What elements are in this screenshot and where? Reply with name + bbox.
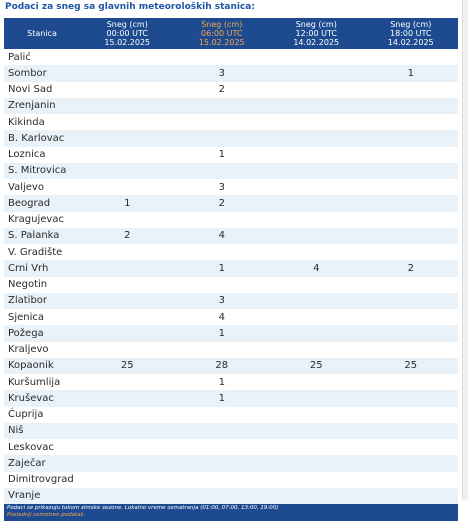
station-name: S. Mitrovica [4,163,80,179]
snow-value-col-2 [175,244,270,260]
snow-value-col-2 [175,439,270,455]
table-row [4,472,458,488]
snow-value-col-3 [269,407,364,423]
snow-value-col-4 [364,423,459,439]
snow-value-col-4: 2 [364,260,459,276]
snow-value-col-4 [364,309,459,325]
snow-value-col-3 [269,472,364,488]
table-row [4,98,458,114]
footer-row [4,504,458,521]
snow-value-col-4 [364,163,459,179]
snow-value-col-1 [80,244,175,260]
table-row [4,260,458,276]
snow-value-col-2: 3 [175,179,270,195]
snow-value-col-3 [269,325,364,341]
snow-value-col-3 [269,390,364,406]
snow-value-col-1 [80,325,175,341]
header-station: Stanica [4,18,80,49]
snow-value-col-3 [269,195,364,211]
snow-value-col-2: 3 [175,65,270,81]
snow-value-col-1 [80,309,175,325]
snow-value-col-3 [269,98,364,114]
station-name: Palić [4,49,80,65]
station-name: Kopaonik [4,358,80,374]
snow-value-col-4 [364,98,459,114]
table-row [4,390,458,406]
snow-value-col-2: 1 [175,374,270,390]
header-col-2-date: 15.02.2025 [198,38,245,47]
station-name: Zrenjanin [4,98,80,114]
snow-value-col-2 [175,488,270,504]
table-row [4,342,458,358]
station-name: Sjenica [4,309,80,325]
snow-value-col-2: 3 [175,293,270,309]
snow-value-col-1 [80,293,175,309]
table-row [4,455,458,471]
snow-value-col-1 [80,342,175,358]
table-row [4,163,458,179]
snow-value-col-4 [364,390,459,406]
table-row [4,228,458,244]
table-row [4,65,458,81]
table-row [4,439,458,455]
snow-value-col-1 [80,439,175,455]
table-row [4,212,458,228]
station-name: Zlatibor [4,293,80,309]
snow-value-col-3 [269,49,364,65]
snow-value-col-3 [269,374,364,390]
station-name: B. Karlovac [4,130,80,146]
snow-value-col-3 [269,212,364,228]
snow-value-col-3: 4 [269,260,364,276]
station-name: Vranje [4,488,80,504]
header-col-4-date: 14.02.2025 [387,38,434,47]
table-footer [4,504,458,521]
snow-value-col-3 [269,309,364,325]
footer-cell [4,504,458,521]
snow-value-col-4 [364,130,459,146]
snow-value-col-3 [269,293,364,309]
snow-value-col-2: 1 [175,147,270,163]
header-col-2-time: 06:00 UTC [201,29,243,38]
snow-value-col-3 [269,423,364,439]
header-col-3-time: 12:00 UTC [295,29,337,38]
header-col-4-time: 18:00 UTC [390,29,432,38]
snow-value-col-1 [80,179,175,195]
snow-value-col-1 [80,407,175,423]
snow-value-col-2: 4 [175,309,270,325]
header-col-2-label: Sneg (cm) [201,20,243,29]
snow-value-col-1 [80,130,175,146]
snow-value-col-1 [80,374,175,390]
snow-value-col-3 [269,455,364,471]
snow-value-col-2 [175,114,270,130]
snow-value-col-1 [80,277,175,293]
snow-value-col-4 [364,374,459,390]
header-col-3 [269,18,364,49]
station-name: Novi Sad [4,82,80,98]
snow-value-col-4 [364,342,459,358]
snow-value-col-2: 2 [175,82,270,98]
snow-value-col-2: 1 [175,325,270,341]
snow-table [4,18,458,521]
snow-value-col-2 [175,407,270,423]
station-name: Kuršumlija [4,374,80,390]
snow-value-col-3 [269,65,364,81]
snow-value-col-1 [80,147,175,163]
station-name: Ćuprija [4,407,80,423]
station-name: Crni Vrh [4,260,80,276]
snow-value-col-2 [175,423,270,439]
snow-value-col-3: 25 [269,358,364,374]
snow-value-col-2 [175,98,270,114]
snow-value-col-3 [269,114,364,130]
snow-value-col-4 [364,293,459,309]
snow-value-col-2 [175,277,270,293]
snow-value-col-4 [364,472,459,488]
snow-value-col-2: 1 [175,260,270,276]
snow-value-col-4 [364,244,459,260]
table-row [4,374,458,390]
snow-value-col-2 [175,472,270,488]
snow-value-col-4 [364,195,459,211]
snow-value-col-3 [269,163,364,179]
snow-value-col-4 [364,147,459,163]
snow-value-col-1 [80,114,175,130]
station-name: Negotin [4,277,80,293]
station-name: Niš [4,423,80,439]
table-row [4,244,458,260]
snow-value-col-3 [269,179,364,195]
snow-value-col-2 [175,212,270,228]
table-row [4,147,458,163]
table-header [4,18,458,49]
snow-value-col-1 [80,82,175,98]
snow-value-col-4 [364,455,459,471]
station-name: Požega [4,325,80,341]
station-name: Dimitrovgrad [4,472,80,488]
snow-value-col-4 [364,179,459,195]
snow-value-col-2 [175,342,270,358]
header-col-1 [80,18,175,49]
snow-value-col-4 [364,228,459,244]
snow-value-col-4 [364,82,459,98]
snow-value-col-3 [269,439,364,455]
header-col-3-label: Sneg (cm) [295,20,337,29]
snow-value-col-4 [364,212,459,228]
snow-value-col-1 [80,49,175,65]
station-name: S. Palanka [4,228,80,244]
snow-value-col-1 [80,423,175,439]
snow-value-col-2: 28 [175,358,270,374]
page-scrollbar[interactable] [462,0,468,500]
snow-value-col-3 [269,277,364,293]
station-name: Leskovac [4,439,80,455]
station-name: Kikinda [4,114,80,130]
snow-value-col-1: 2 [80,228,175,244]
table-row [4,358,458,374]
header-col-3-date: 14.02.2025 [293,38,340,47]
table-row [4,309,458,325]
table-row [4,277,458,293]
table-row [4,488,458,504]
snow-value-col-4 [364,439,459,455]
table-row [4,114,458,130]
snow-value-col-2: 1 [175,390,270,406]
snow-value-col-4 [364,277,459,293]
snow-value-col-1 [80,455,175,471]
snow-value-col-3 [269,130,364,146]
snow-value-col-4 [364,488,459,504]
table-row [4,325,458,341]
table-row [4,49,458,65]
snow-value-col-1 [80,390,175,406]
snow-value-col-3 [269,244,364,260]
snow-value-col-3 [269,147,364,163]
header-col-1-label: Sneg (cm) [106,20,148,29]
snow-value-col-4 [364,114,459,130]
snow-value-col-1: 25 [80,358,175,374]
snow-value-col-1 [80,163,175,179]
table-row [4,293,458,309]
header-col-2 [175,18,270,49]
snow-value-col-4: 25 [364,358,459,374]
table-row [4,179,458,195]
snow-value-col-3 [269,488,364,504]
table-row [4,195,458,211]
table-row [4,423,458,439]
table-row [4,82,458,98]
table-body [4,49,458,504]
header-col-1-date: 15.02.2025 [104,38,151,47]
snow-value-col-2 [175,455,270,471]
station-name: Zaječar [4,455,80,471]
snow-value-col-2 [175,49,270,65]
station-name: Sombor [4,65,80,81]
snow-value-col-1 [80,472,175,488]
snow-value-col-4 [364,407,459,423]
station-name: Valjevo [4,179,80,195]
snow-value-col-2: 2 [175,195,270,211]
snow-value-col-4 [364,49,459,65]
snow-value-col-2: 4 [175,228,270,244]
header-row [4,18,458,49]
station-name: Kraljevo [4,342,80,358]
header-col-1-time: 00:00 UTC [106,29,148,38]
station-name: Loznica [4,147,80,163]
station-name: V. Gradište [4,244,80,260]
snow-value-col-4: 1 [364,65,459,81]
snow-value-col-1 [80,488,175,504]
snow-value-col-3 [269,228,364,244]
snow-value-col-2 [175,130,270,146]
header-col-4 [364,18,459,49]
snow-value-col-1 [80,260,175,276]
snow-value-col-3 [269,342,364,358]
header-col-4-label: Sneg (cm) [390,20,432,29]
table-row [4,407,458,423]
footer-note: Podaci se prikazuju tokom zimske sezone. Lokalno vreme osmatranja (01:00, 07:00, 13:00, 19:00) [7,505,279,511]
snow-value-col-2 [175,163,270,179]
snow-value-col-1 [80,212,175,228]
table-row [4,130,458,146]
station-name: Kruševac [4,390,80,406]
page-title: Podaci za sneg sa glavnih meteoroloških stanica: [5,2,255,12]
snow-value-col-1 [80,65,175,81]
snow-value-col-3 [269,82,364,98]
footer-note-last-observed: Poslednji osmotren podatak. [7,512,86,518]
station-name: Kragujevac [4,212,80,228]
station-name: Beograd [4,195,80,211]
snow-value-col-4 [364,325,459,341]
snow-value-col-1: 1 [80,195,175,211]
snow-value-col-1 [80,98,175,114]
